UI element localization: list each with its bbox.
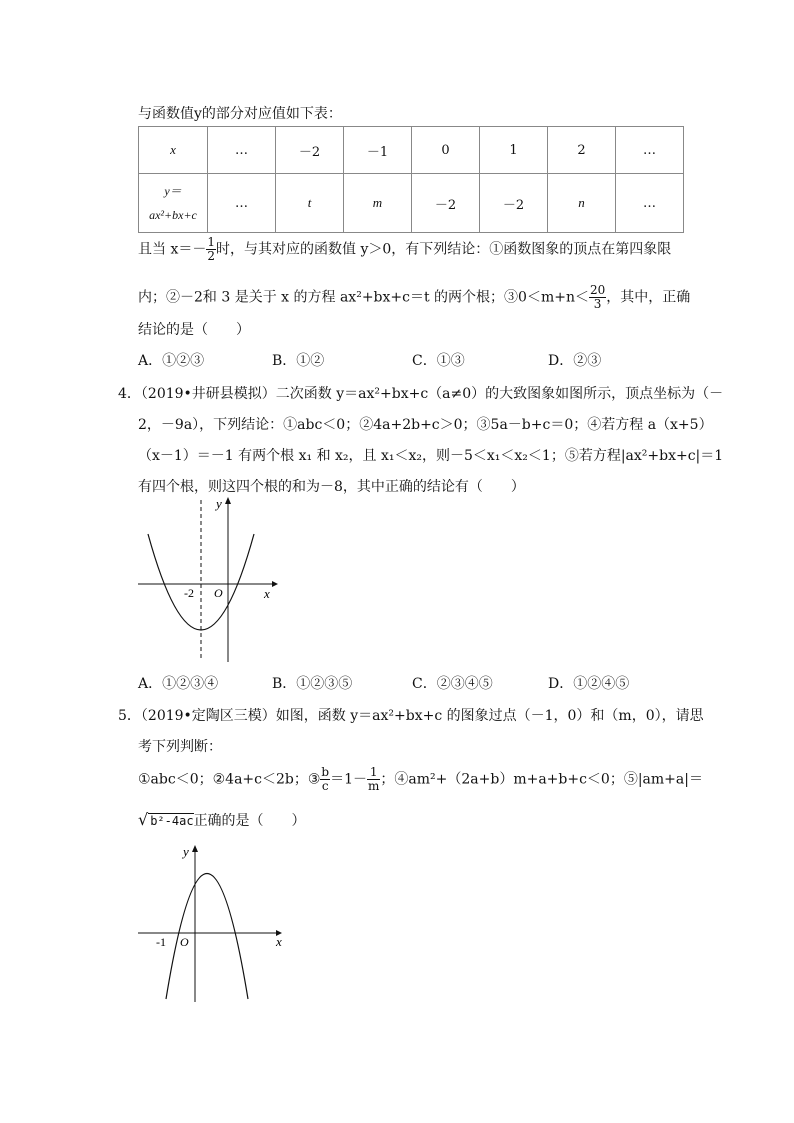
q3-option-c[interactable]: C．①③ [412, 353, 465, 369]
parabola-curve [166, 874, 248, 1000]
q5-parabola-graph [136, 842, 286, 1004]
table-cell: －2 [412, 174, 480, 233]
q5-line3: ①abc＜0；②4a+c＜2b；③ $\frac{b}{c}$ ＝1－ $\frac{1}{m}$ ；④am²+（2a+b）m+a+b+c＜0；⑤|am+a|＝ [138, 765, 703, 793]
table-cell: 2 [548, 127, 616, 174]
table-cell: －1 [344, 127, 412, 174]
q3-text-line3: 结论的是（ ） [138, 322, 250, 338]
y-label: y [183, 844, 189, 859]
table-cell: … [208, 174, 276, 233]
table-cell: … [208, 127, 276, 174]
q4-option-a[interactable]: A．①②③④ [138, 676, 219, 692]
table-row-y [139, 174, 684, 233]
q4-parabola-graph [136, 494, 282, 664]
q4-option-d[interactable]: D．①②④⑤ [548, 676, 630, 692]
q4-option-c[interactable]: C．②③④⑤ [412, 676, 493, 692]
y-label: y [216, 496, 222, 511]
q4-line4: 有四个根，则这四个根的和为－8，其中正确的结论有（ ） [138, 479, 525, 495]
table-cell: n [548, 174, 616, 233]
q5-line4: √ b²-4ac正确的是（ ） [138, 810, 306, 829]
table-cell: m [344, 174, 412, 233]
q4-line1: 4．（2019•井研县模拟）二次函数 y＝ax²+bx+c（a≠0）的大致图象如图所示，顶点坐标为（－ [118, 386, 724, 402]
q4-line2: 2，－9a），下列结论：①abc＜0；②4a+2b+c＞0；③5a－b+c＝0；④若方程 a（x+5） [138, 417, 713, 433]
table-cell: … [616, 174, 684, 233]
table-cell: … [616, 127, 684, 174]
table-cell: y＝ ax²+bx+c [139, 174, 208, 233]
x-label: x [264, 586, 270, 601]
y-axis-arrow [225, 497, 231, 504]
q5-line2: 考下列判断： [138, 739, 222, 755]
table-cell: 1 [480, 127, 548, 174]
tick-label: -2 [184, 586, 194, 600]
table-cell: －2 [480, 174, 548, 233]
q3-option-a[interactable]: A．①②③ [138, 353, 205, 369]
origin-label: O [214, 586, 223, 600]
table-cell: x [139, 127, 208, 174]
tick-label: -1 [156, 935, 166, 949]
table-row-x [139, 127, 684, 174]
q4-line3: （x－1）＝－1 有两个根 x₁ 和 x₂，且 x₁＜x₂，则－5＜x₁＜x₂＜1；⑤若方程|ax²+bx+c|＝1 [138, 448, 724, 464]
value-table [138, 126, 684, 233]
q3-text-line1: 且当 x＝－ $\frac{1}{2}$ 时，与其对应的函数值 y＞0，有下列结论：①函数图象的顶点在第四象限 [138, 235, 672, 263]
q3-intro: 与函数值y的部分对应值如下表： [138, 106, 342, 122]
q3-text-line2: 内；②－2和 3 是关于 x 的方程 ax²+bx+c＝t 的两个根；③0＜m+n＜ $\frac{20}{3}$ ，其中，正确 [138, 283, 691, 311]
q5-line1: 5．（2019•定陶区三模）如图，函数 y＝ax²+bx+c 的图象过点（－1，0）和（m，0），请思 [118, 708, 704, 724]
table-cell: －2 [276, 127, 344, 174]
table-cell: 0 [412, 127, 480, 174]
y-axis-arrow [192, 845, 198, 852]
origin-label: O [180, 935, 189, 949]
sqrt-expression: b²-4ac [150, 814, 194, 828]
q4-option-b[interactable]: B．①②③⑤ [272, 676, 353, 692]
q3-option-d[interactable]: D．②③ [548, 353, 602, 369]
q3-option-b[interactable]: B．①② [272, 353, 325, 369]
table-cell: t [276, 174, 344, 233]
x-label: x [276, 934, 282, 949]
x-axis-arrow [272, 581, 278, 587]
